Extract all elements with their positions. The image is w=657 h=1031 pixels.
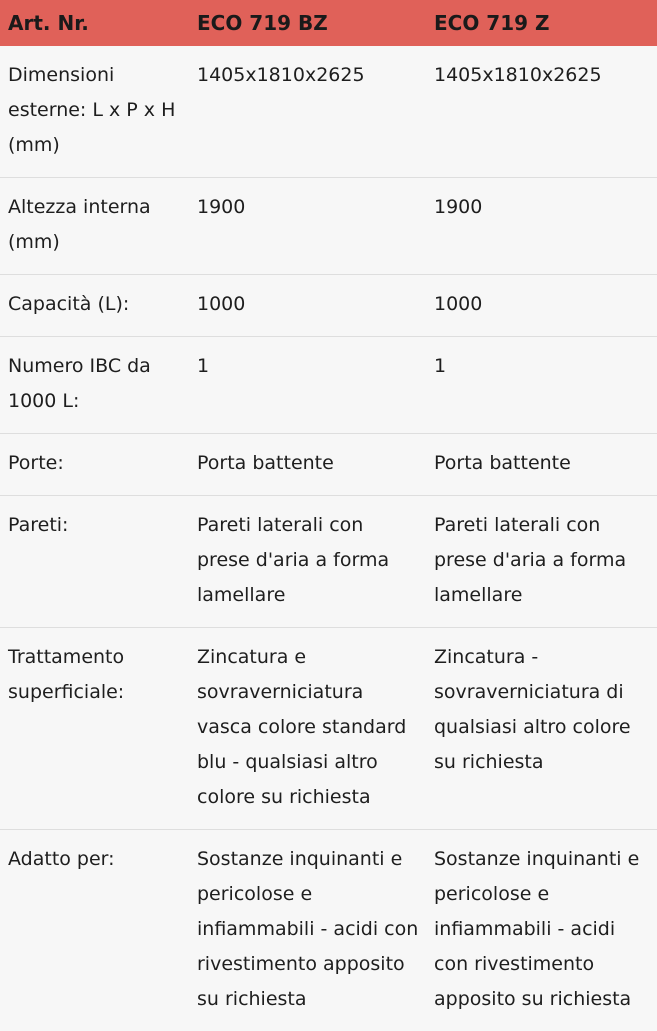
cell-bz: Sostanze inquinanti e pericolose e infiammabili - acidi con rivestimento apposito su richiesta [189,830,426,1031]
cell-bz: Pareti laterali con prese d'aria a forma lamellare [189,496,426,628]
cell-bz: Zincatura e sovraverniciatura vasca colore standard blu - qualsiasi altro colore su richiesta [189,628,426,830]
row-label: Altezza interna (mm) [0,178,189,275]
cell-z: Pareti laterali con prese d'aria a forma lamellare [426,496,657,628]
row-label: Pareti: [0,496,189,628]
table-row [0,830,657,1031]
cell-bz: 1900 [189,178,426,275]
cell-z: 1 [426,337,657,434]
row-label: Adatto per: [0,830,189,1031]
cell-z: 1405x1810x2625 [426,46,657,178]
row-label: Numero IBC da 1000 L: [0,337,189,434]
table-row [0,337,657,434]
header-eco-719-bz: ECO 719 BZ [189,0,426,46]
row-label: Trattamento superficiale: [0,628,189,830]
cell-z: 1000 [426,275,657,337]
table-row [0,434,657,496]
header-eco-719-z: ECO 719 Z [426,0,657,46]
table-header-row [0,0,657,46]
header-article-number: Art. Nr. [0,0,189,46]
table-row [0,496,657,628]
table-row [0,628,657,830]
row-label: Dimensioni esterne: L x P x H (mm) [0,46,189,178]
table-row [0,178,657,275]
table-row [0,46,657,178]
cell-z: 1900 [426,178,657,275]
row-label: Porte: [0,434,189,496]
cell-bz: 1405x1810x2625 [189,46,426,178]
cell-bz: 1 [189,337,426,434]
cell-z: Zincatura - sovraverniciatura di qualsiasi altro colore su richiesta [426,628,657,830]
row-label: Capacità (L): [0,275,189,337]
table-row [0,275,657,337]
cell-z: Sostanze inquinanti e pericolose e infiammabili - acidi con rivestimento apposito su richiesta [426,830,657,1031]
cell-bz: Porta battente [189,434,426,496]
cell-bz: 1000 [189,275,426,337]
cell-z: Porta battente [426,434,657,496]
